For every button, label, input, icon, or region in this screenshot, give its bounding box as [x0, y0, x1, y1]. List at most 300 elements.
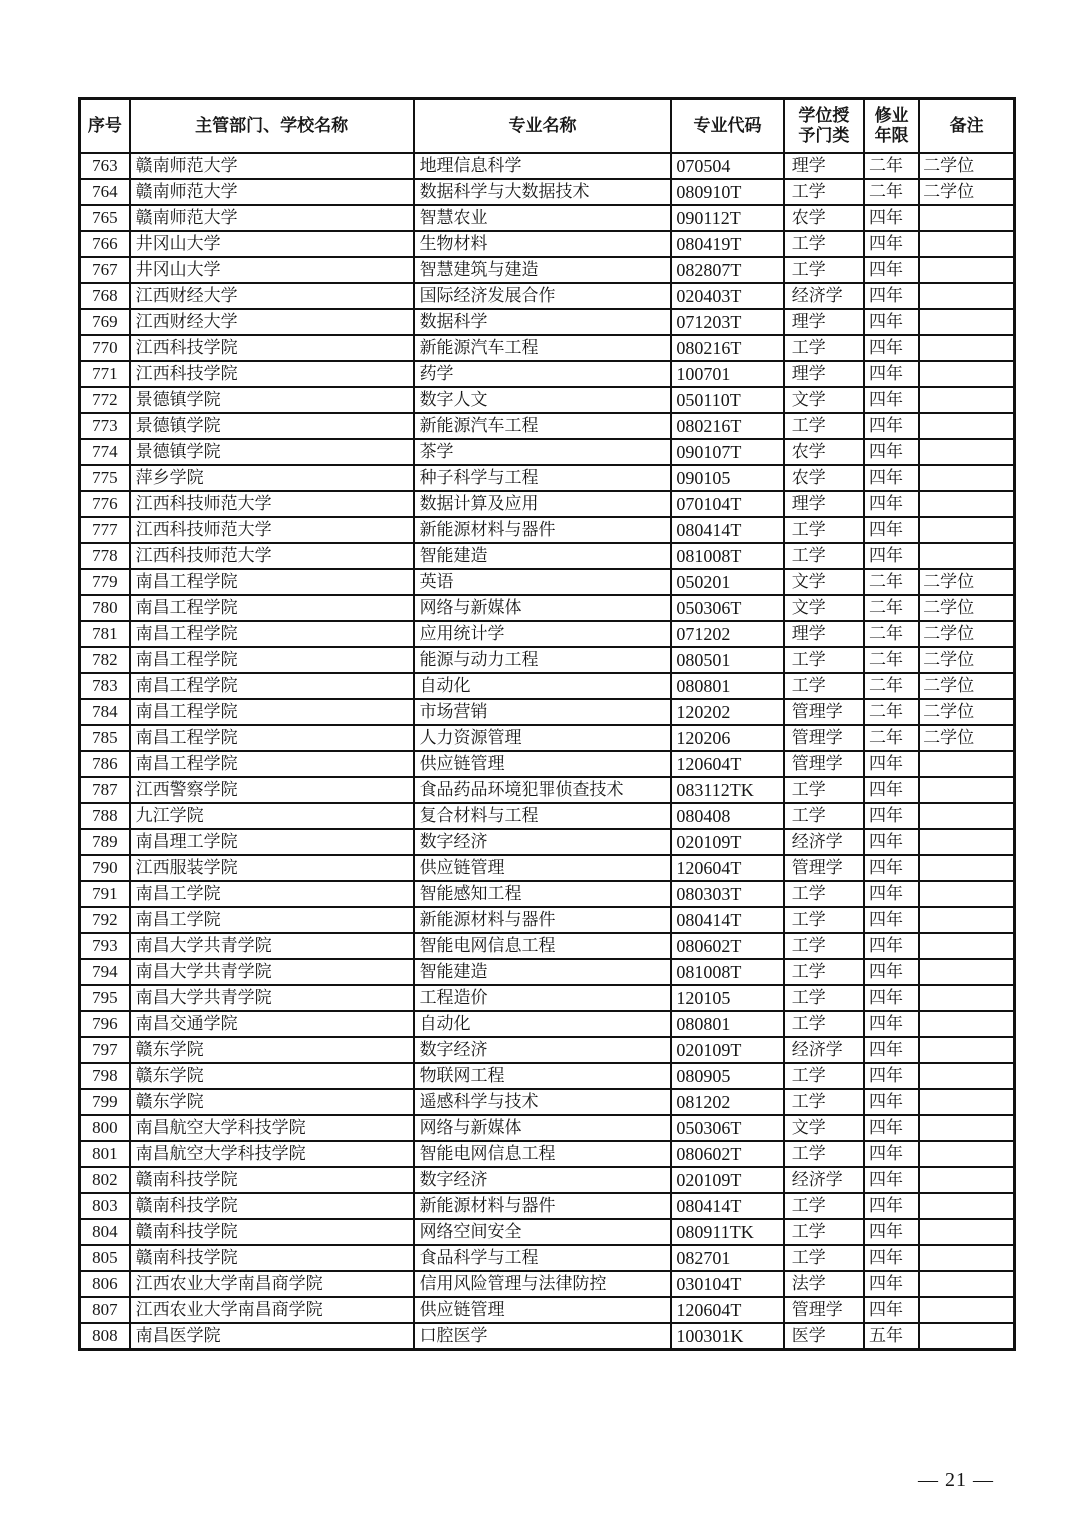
table-row [80, 387, 1015, 413]
cell-index: 808 [80, 1323, 130, 1350]
cell-index: 794 [80, 959, 130, 985]
cell-school: 南昌工程学院 [130, 751, 414, 777]
table-row [80, 1037, 1015, 1063]
table-row [80, 1011, 1015, 1037]
cell-remark [919, 1219, 1014, 1245]
cell-major: 新能源汽车工程 [414, 413, 672, 439]
cell-school: 景德镇学院 [130, 387, 414, 413]
cell-years: 四年 [864, 543, 919, 569]
cell-code: 080414T [671, 1193, 783, 1219]
header-major: 专业名称 [414, 99, 672, 154]
cell-school: 江西科技师范大学 [130, 517, 414, 543]
cell-years: 二年 [864, 647, 919, 673]
cell-major: 英语 [414, 569, 672, 595]
cell-remark [919, 465, 1014, 491]
cell-years: 四年 [864, 777, 919, 803]
cell-remark [919, 335, 1014, 361]
cell-index: 807 [80, 1297, 130, 1323]
cell-index: 764 [80, 179, 130, 205]
cell-major: 网络与新媒体 [414, 1115, 672, 1141]
cell-school: 南昌工程学院 [130, 569, 414, 595]
cell-school: 井冈山大学 [130, 231, 414, 257]
cell-major: 数字经济 [414, 829, 672, 855]
cell-code: 120604T [671, 751, 783, 777]
header-study-years [864, 99, 919, 154]
cell-years: 四年 [864, 803, 919, 829]
cell-major: 口腔医学 [414, 1323, 672, 1350]
table-header [80, 99, 1015, 154]
cell-degree: 工学 [784, 907, 864, 933]
cell-school: 赣南科技学院 [130, 1245, 414, 1271]
cell-years: 四年 [864, 1193, 919, 1219]
cell-years: 二年 [864, 595, 919, 621]
cell-years: 四年 [864, 1115, 919, 1141]
cell-code: 100301K [671, 1323, 783, 1350]
header-degree-line1: 学位授 [798, 106, 850, 126]
cell-index: 775 [80, 465, 130, 491]
cell-index: 797 [80, 1037, 130, 1063]
cell-remark [919, 907, 1014, 933]
cell-major: 市场营销 [414, 699, 672, 725]
cell-school: 景德镇学院 [130, 413, 414, 439]
cell-major: 数据科学 [414, 309, 672, 335]
cell-major: 新能源材料与器件 [414, 517, 672, 543]
cell-index: 770 [80, 335, 130, 361]
cell-degree: 农学 [784, 465, 864, 491]
cell-index: 763 [80, 153, 130, 179]
cell-remark [919, 1115, 1014, 1141]
table-row [80, 1245, 1015, 1271]
cell-school: 南昌工程学院 [130, 595, 414, 621]
cell-degree: 管理学 [784, 699, 864, 725]
cell-school: 南昌航空大学科技学院 [130, 1115, 414, 1141]
cell-index: 769 [80, 309, 130, 335]
table-row [80, 1063, 1015, 1089]
table-row [80, 959, 1015, 985]
cell-index: 779 [80, 569, 130, 595]
cell-degree: 农学 [784, 205, 864, 231]
cell-index: 784 [80, 699, 130, 725]
cell-degree: 工学 [784, 803, 864, 829]
cell-remark [919, 855, 1014, 881]
cell-school: 赣南师范大学 [130, 179, 414, 205]
cell-years: 四年 [864, 985, 919, 1011]
cell-remark [919, 1323, 1014, 1350]
cell-code: 080414T [671, 517, 783, 543]
cell-index: 799 [80, 1089, 130, 1115]
cell-major: 智慧农业 [414, 205, 672, 231]
cell-index: 795 [80, 985, 130, 1011]
cell-remark [919, 1141, 1014, 1167]
cell-major: 供应链管理 [414, 1297, 672, 1323]
cell-code: 071202 [671, 621, 783, 647]
cell-code: 120604T [671, 1297, 783, 1323]
cell-years: 二年 [864, 179, 919, 205]
table-row [80, 1089, 1015, 1115]
cell-index: 782 [80, 647, 130, 673]
cell-degree: 管理学 [784, 855, 864, 881]
cell-code: 080911TK [671, 1219, 783, 1245]
cell-index: 787 [80, 777, 130, 803]
cell-years: 四年 [864, 1089, 919, 1115]
cell-code: 080501 [671, 647, 783, 673]
cell-degree: 工学 [784, 543, 864, 569]
cell-degree: 经济学 [784, 283, 864, 309]
cell-major: 智能建造 [414, 959, 672, 985]
cell-remark [919, 517, 1014, 543]
cell-remark [919, 985, 1014, 1011]
table-row [80, 1167, 1015, 1193]
table-row [80, 595, 1015, 621]
cell-degree: 医学 [784, 1323, 864, 1350]
cell-major: 网络空间安全 [414, 1219, 672, 1245]
table-row [80, 361, 1015, 387]
header-index: 序号 [80, 99, 130, 154]
cell-years: 四年 [864, 491, 919, 517]
cell-years: 四年 [864, 1271, 919, 1297]
cell-major: 应用统计学 [414, 621, 672, 647]
cell-years: 四年 [864, 1037, 919, 1063]
cell-code: 100701 [671, 361, 783, 387]
page-number: — 21 — [918, 1469, 994, 1491]
cell-years: 二年 [864, 153, 919, 179]
table-row [80, 725, 1015, 751]
cell-major: 供应链管理 [414, 855, 672, 881]
cell-remark [919, 283, 1014, 309]
cell-degree: 工学 [784, 959, 864, 985]
cell-major: 茶学 [414, 439, 672, 465]
cell-remark: 二学位 [919, 621, 1014, 647]
table-row [80, 205, 1015, 231]
cell-years: 四年 [864, 205, 919, 231]
cell-code: 080303T [671, 881, 783, 907]
cell-major: 食品药品环境犯罪侦查技术 [414, 777, 672, 803]
cell-degree: 工学 [784, 933, 864, 959]
cell-remark [919, 881, 1014, 907]
cell-index: 777 [80, 517, 130, 543]
cell-school: 赣南科技学院 [130, 1219, 414, 1245]
cell-index: 806 [80, 1271, 130, 1297]
cell-degree: 工学 [784, 777, 864, 803]
table-row [80, 673, 1015, 699]
cell-years: 四年 [864, 1063, 919, 1089]
cell-code: 120206 [671, 725, 783, 751]
cell-code: 120604T [671, 855, 783, 881]
table-row [80, 257, 1015, 283]
cell-remark: 二学位 [919, 725, 1014, 751]
cell-code: 080216T [671, 413, 783, 439]
cell-school: 江西财经大学 [130, 283, 414, 309]
table-row [80, 335, 1015, 361]
cell-years: 四年 [864, 283, 919, 309]
table-row [80, 1141, 1015, 1167]
cell-years: 四年 [864, 517, 919, 543]
cell-index: 796 [80, 1011, 130, 1037]
table-body [80, 153, 1015, 1350]
cell-remark [919, 829, 1014, 855]
cell-school: 江西警察学院 [130, 777, 414, 803]
cell-years: 四年 [864, 439, 919, 465]
cell-code: 081008T [671, 959, 783, 985]
table-row [80, 569, 1015, 595]
cell-index: 805 [80, 1245, 130, 1271]
cell-code: 080216T [671, 335, 783, 361]
cell-remark [919, 751, 1014, 777]
cell-school: 南昌工程学院 [130, 673, 414, 699]
cell-major: 种子科学与工程 [414, 465, 672, 491]
cell-years: 四年 [864, 1245, 919, 1271]
cell-degree: 工学 [784, 673, 864, 699]
cell-code: 050306T [671, 1115, 783, 1141]
cell-major: 食品科学与工程 [414, 1245, 672, 1271]
cell-school: 萍乡学院 [130, 465, 414, 491]
cell-major: 新能源材料与器件 [414, 907, 672, 933]
cell-major: 自动化 [414, 1011, 672, 1037]
header-school: 主管部门、学校名称 [130, 99, 414, 154]
table-row [80, 153, 1015, 179]
cell-years: 四年 [864, 257, 919, 283]
cell-degree: 管理学 [784, 751, 864, 777]
cell-index: 783 [80, 673, 130, 699]
cell-major: 数据计算及应用 [414, 491, 672, 517]
cell-years: 四年 [864, 231, 919, 257]
cell-degree: 经济学 [784, 1037, 864, 1063]
cell-years: 四年 [864, 751, 919, 777]
cell-major: 地理信息科学 [414, 153, 672, 179]
cell-school: 赣南科技学院 [130, 1167, 414, 1193]
cell-remark: 二学位 [919, 595, 1014, 621]
cell-remark: 二学位 [919, 569, 1014, 595]
cell-school: 江西服装学院 [130, 855, 414, 881]
cell-years: 二年 [864, 699, 919, 725]
cell-remark [919, 205, 1014, 231]
cell-years: 四年 [864, 829, 919, 855]
cell-school: 南昌理工学院 [130, 829, 414, 855]
cell-remark [919, 413, 1014, 439]
table-row [80, 517, 1015, 543]
cell-school: 南昌大学共青学院 [130, 933, 414, 959]
cell-remark [919, 1089, 1014, 1115]
cell-index: 798 [80, 1063, 130, 1089]
table-row [80, 543, 1015, 569]
cell-degree: 工学 [784, 1011, 864, 1037]
cell-index: 765 [80, 205, 130, 231]
cell-remark: 二学位 [919, 179, 1014, 205]
cell-degree: 工学 [784, 231, 864, 257]
cell-school: 南昌交通学院 [130, 1011, 414, 1037]
cell-school: 赣南科技学院 [130, 1193, 414, 1219]
cell-degree: 文学 [784, 569, 864, 595]
cell-school: 江西科技师范大学 [130, 543, 414, 569]
table-row [80, 179, 1015, 205]
cell-years: 四年 [864, 881, 919, 907]
table-row [80, 777, 1015, 803]
cell-code: 070104T [671, 491, 783, 517]
cell-years: 四年 [864, 933, 919, 959]
cell-degree: 工学 [784, 881, 864, 907]
cell-code: 070504 [671, 153, 783, 179]
cell-remark [919, 777, 1014, 803]
cell-years: 四年 [864, 907, 919, 933]
table-row [80, 1219, 1015, 1245]
cell-years: 四年 [864, 387, 919, 413]
cell-code: 050306T [671, 595, 783, 621]
cell-remark [919, 933, 1014, 959]
cell-code: 080801 [671, 673, 783, 699]
cell-index: 785 [80, 725, 130, 751]
cell-code: 090112T [671, 205, 783, 231]
cell-years: 四年 [864, 335, 919, 361]
table-row [80, 491, 1015, 517]
table-row [80, 933, 1015, 959]
cell-school: 南昌工学院 [130, 881, 414, 907]
header-years-line1: 修业 [874, 106, 909, 126]
cell-index: 788 [80, 803, 130, 829]
cell-school: 南昌工程学院 [130, 699, 414, 725]
cell-school: 景德镇学院 [130, 439, 414, 465]
cell-code: 083112TK [671, 777, 783, 803]
cell-remark [919, 257, 1014, 283]
cell-index: 768 [80, 283, 130, 309]
cell-years: 四年 [864, 1219, 919, 1245]
cell-degree: 工学 [784, 985, 864, 1011]
cell-remark [919, 543, 1014, 569]
cell-degree: 工学 [784, 1193, 864, 1219]
cell-degree: 经济学 [784, 829, 864, 855]
cell-major: 复合材料与工程 [414, 803, 672, 829]
cell-school: 井冈山大学 [130, 257, 414, 283]
cell-degree: 工学 [784, 1063, 864, 1089]
cell-major: 数字人文 [414, 387, 672, 413]
table-row [80, 829, 1015, 855]
cell-years: 二年 [864, 569, 919, 595]
table-row [80, 283, 1015, 309]
cell-index: 766 [80, 231, 130, 257]
cell-degree: 工学 [784, 179, 864, 205]
cell-degree: 工学 [784, 1245, 864, 1271]
cell-school: 南昌医学院 [130, 1323, 414, 1350]
cell-degree: 工学 [784, 1089, 864, 1115]
cell-code: 080408 [671, 803, 783, 829]
cell-degree: 工学 [784, 335, 864, 361]
cell-school: 赣南师范大学 [130, 205, 414, 231]
cell-code: 120202 [671, 699, 783, 725]
cell-years: 四年 [864, 1297, 919, 1323]
cell-degree: 管理学 [784, 1297, 864, 1323]
cell-code: 050201 [671, 569, 783, 595]
cell-index: 804 [80, 1219, 130, 1245]
cell-major: 药学 [414, 361, 672, 387]
cell-index: 791 [80, 881, 130, 907]
cell-school: 江西科技学院 [130, 361, 414, 387]
cell-remark [919, 361, 1014, 387]
table-row [80, 1323, 1015, 1350]
cell-years: 四年 [864, 855, 919, 881]
cell-major: 物联网工程 [414, 1063, 672, 1089]
cell-remark [919, 231, 1014, 257]
table-row [80, 439, 1015, 465]
cell-major: 新能源汽车工程 [414, 335, 672, 361]
cell-code: 081202 [671, 1089, 783, 1115]
cell-remark [919, 491, 1014, 517]
table-row [80, 1297, 1015, 1323]
cell-index: 781 [80, 621, 130, 647]
header-row [80, 99, 1015, 154]
cell-index: 793 [80, 933, 130, 959]
cell-index: 771 [80, 361, 130, 387]
cell-degree: 法学 [784, 1271, 864, 1297]
cell-school: 南昌工程学院 [130, 621, 414, 647]
cell-index: 789 [80, 829, 130, 855]
cell-remark [919, 959, 1014, 985]
cell-major: 生物材料 [414, 231, 672, 257]
cell-code: 050110T [671, 387, 783, 413]
cell-remark [919, 1011, 1014, 1037]
cell-major: 人力资源管理 [414, 725, 672, 751]
cell-index: 800 [80, 1115, 130, 1141]
cell-degree: 文学 [784, 1115, 864, 1141]
cell-school: 江西农业大学南昌商学院 [130, 1271, 414, 1297]
cell-school: 赣东学院 [130, 1089, 414, 1115]
cell-index: 780 [80, 595, 130, 621]
cell-school: 南昌工学院 [130, 907, 414, 933]
cell-school: 南昌航空大学科技学院 [130, 1141, 414, 1167]
cell-years: 四年 [864, 413, 919, 439]
cell-years: 二年 [864, 725, 919, 751]
cell-remark [919, 803, 1014, 829]
cell-remark [919, 309, 1014, 335]
cell-degree: 工学 [784, 647, 864, 673]
cell-years: 四年 [864, 309, 919, 335]
cell-school: 南昌大学共青学院 [130, 985, 414, 1011]
cell-code: 090105 [671, 465, 783, 491]
cell-code: 082807T [671, 257, 783, 283]
cell-major: 国际经济发展合作 [414, 283, 672, 309]
table-row [80, 699, 1015, 725]
cell-code: 080602T [671, 1141, 783, 1167]
cell-degree: 理学 [784, 621, 864, 647]
cell-years: 二年 [864, 673, 919, 699]
cell-code: 020109T [671, 1167, 783, 1193]
header-code: 专业代码 [671, 99, 783, 154]
cell-index: 776 [80, 491, 130, 517]
cell-years: 四年 [864, 1011, 919, 1037]
cell-major: 数字经济 [414, 1037, 672, 1063]
cell-remark: 二学位 [919, 647, 1014, 673]
cell-major: 能源与动力工程 [414, 647, 672, 673]
cell-degree: 管理学 [784, 725, 864, 751]
table-row [80, 465, 1015, 491]
cell-code: 020403T [671, 283, 783, 309]
cell-index: 773 [80, 413, 130, 439]
cell-index: 778 [80, 543, 130, 569]
cell-index: 774 [80, 439, 130, 465]
cell-degree: 理学 [784, 153, 864, 179]
cell-degree: 工学 [784, 1219, 864, 1245]
cell-years: 四年 [864, 1141, 919, 1167]
table-row [80, 1115, 1015, 1141]
header-years-line2: 年限 [874, 126, 909, 145]
cell-major: 供应链管理 [414, 751, 672, 777]
cell-degree: 理学 [784, 361, 864, 387]
cell-major: 数据科学与大数据技术 [414, 179, 672, 205]
cell-years: 四年 [864, 959, 919, 985]
cell-remark [919, 1245, 1014, 1271]
cell-degree: 工学 [784, 257, 864, 283]
cell-degree: 文学 [784, 387, 864, 413]
cell-school: 江西科技师范大学 [130, 491, 414, 517]
cell-code: 082701 [671, 1245, 783, 1271]
